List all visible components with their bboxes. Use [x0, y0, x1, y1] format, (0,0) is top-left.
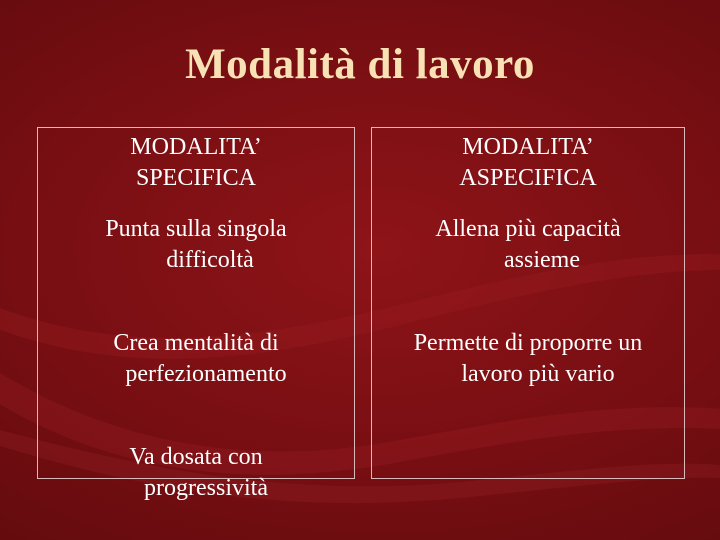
- right-point-2-line1: Permette di proporre un: [413, 330, 643, 356]
- left-point-2-line1: Crea mentalità di: [113, 330, 279, 356]
- left-point-3-line1: Va dosata con: [129, 444, 263, 470]
- right-point-2: [371, 328, 685, 390]
- right-point-2-line2: lavoro più vario: [461, 361, 615, 387]
- slide-title: Modalità di lavoro: [185, 41, 535, 88]
- left-heading: [37, 132, 355, 194]
- left-point-1-line2: difficoltà: [166, 247, 254, 273]
- right-point-1: [371, 214, 685, 276]
- right-heading: [371, 132, 685, 194]
- left-heading-line2: SPECIFICA: [135, 165, 257, 191]
- left-heading-line1: MODALITA’: [130, 134, 262, 160]
- right-heading-line2: ASPECIFICA: [459, 165, 597, 191]
- right-point-1-line1: Allena più capacità: [435, 216, 621, 242]
- left-point-3: [37, 442, 355, 504]
- left-point-2: [37, 328, 355, 390]
- left-point-1: [37, 214, 355, 276]
- right-heading-line1: MODALITA’: [462, 134, 594, 160]
- left-point-1-line1: Punta sulla singola: [105, 216, 287, 242]
- left-point-3-line2: progressività: [144, 475, 268, 501]
- right-point-1-line2: assieme: [504, 247, 580, 273]
- left-point-2-line2: perfezionamento: [125, 361, 287, 387]
